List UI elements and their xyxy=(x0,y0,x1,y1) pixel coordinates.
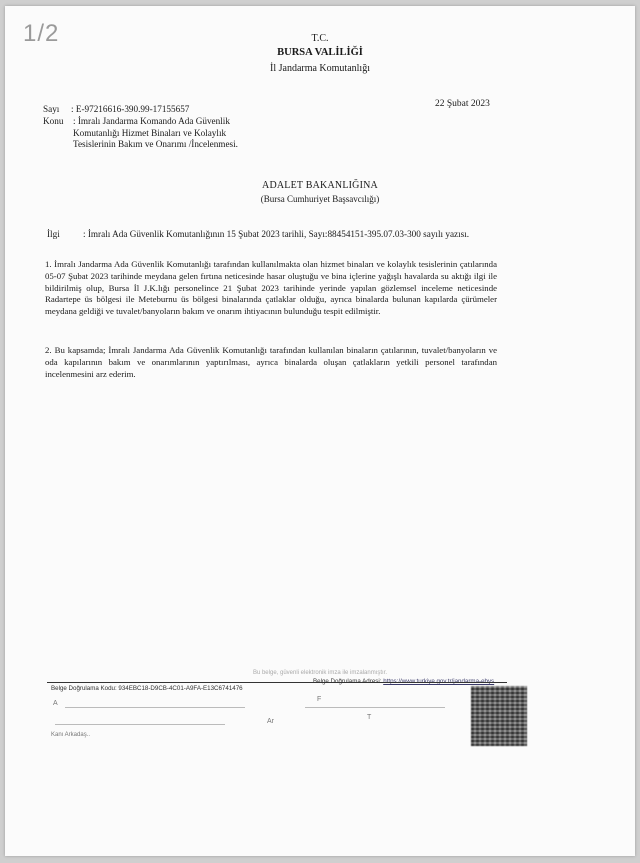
letterhead-country: T.C. xyxy=(311,33,329,44)
letterhead-institution: BURSA VALİLİĞİ xyxy=(277,47,363,58)
reference-number xyxy=(43,104,189,116)
verification-link[interactable]: https://www.turkiye.gov.tr/jandarma-ebys xyxy=(383,678,495,685)
document-page xyxy=(5,6,635,856)
redaction-mark xyxy=(305,707,445,708)
subject xyxy=(43,116,238,149)
footer-fragment: Kanı Arkadaş.. xyxy=(51,732,91,738)
redaction-mark xyxy=(55,724,225,725)
paragraph-2: 2. Bu kapsamda; İmralı Jandarma Ada Güvenlik Komutanlığı tarafından kullanılan binaların çatılarının, tuvalet/banyoların ve oda kapılarının bakım ve onarımlarının yaptırılması, ayrıca binalarda oluşan çatlakların yetkili personel tarafından incelenmesini arz ederim. xyxy=(45,345,497,379)
konu-label: Konu xyxy=(43,116,64,126)
footer-fragment: T xyxy=(367,714,372,721)
signature-note: Bu belge, güvenli elektronik imza ile imzalanmıştır. xyxy=(252,670,388,676)
footer-divider xyxy=(47,682,507,683)
ilgi-label: İlgi xyxy=(47,229,60,239)
verification-code: Belge Doğrulama Kodu: 934EBC18-D9CB-4C01-A9FA-E13C6741476 xyxy=(51,685,243,692)
paragraph-1: 1. İmralı Jandarma Ada Güvenlik Komutanlığı tarafından kullanılmakta olan hizmet binaları ve kolaylık tesislerinin çatılarında 05-07 Şubat 2023 tarihinde meydana gelen fırtına neticesinde hasar oluştuğu ve bina içlerine yağışlı havalarda su aktığı ilgi ile bildirilmiş olup, Bursa İl J.K.lığı personelince 21 Şubat 2023 tarihinde yerinde yapılan gözlemsel inceleme neticesinde Radartepe üs bölgesi ile Meteburnu üs bölgesi binalarında çatlaklar olduğu, ayrıca binalarda bulunan kapılarda çürümeler meydana geldiği ve tuvalet/banyoların bakım ve onarım ihtiyacının bulunduğu tespit edilmiştir. xyxy=(45,259,497,317)
addressee-title: ADALET BAKANLIĞINA xyxy=(262,180,378,191)
page-indicator: 1/2 xyxy=(23,20,60,47)
sayi-value: : E-97216616-390.99-17155657 xyxy=(71,104,190,114)
verification-address-label: Belge Doğrulama Adresi: xyxy=(313,678,382,685)
footer-fragment: F xyxy=(317,696,322,703)
qr-code-icon xyxy=(471,686,527,746)
document-date: 22 Şubat 2023 xyxy=(435,99,490,109)
footer-fragment: A xyxy=(53,700,58,707)
konu-value: : İmralı Jandarma Komando Ada Güvenlik Komutanlığı Hizmet Binaları ve Kolaylık Tesislerinin Bakım ve Onarımı /İncelenmesi. xyxy=(73,116,238,149)
footer-fragment: Ar xyxy=(267,718,274,725)
ilgi-text: : İmralı Ada Güvenlik Komutanlığının 15 Şubat 2023 tarihli, Sayı:88454151-395.07.03-300 sayılı yazısı. xyxy=(83,229,470,239)
sayi-label: Sayı xyxy=(43,104,60,114)
redaction-mark xyxy=(65,707,245,708)
addressee-subtitle: (Bursa Cumhuriyet Başsavcılığı) xyxy=(260,194,380,204)
letterhead-unit: İl Jandarma Komutanlığı xyxy=(270,63,370,74)
